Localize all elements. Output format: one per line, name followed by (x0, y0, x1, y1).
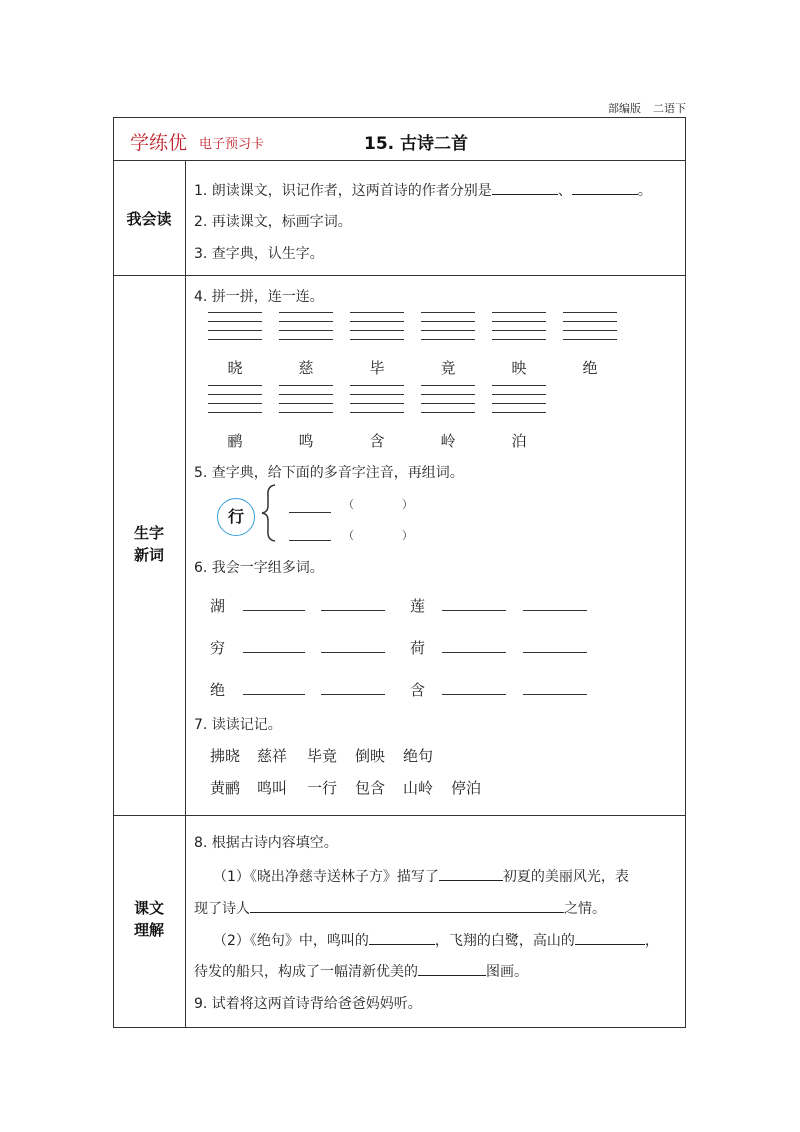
vocab-word: 绝句 (403, 747, 434, 765)
pinyin-blank[interactable] (289, 540, 331, 541)
answer-blank[interactable] (575, 930, 645, 945)
brand-subtitle: 电子预习卡 (199, 137, 265, 152)
q8-part2-line2 (194, 961, 528, 981)
paren-open: （ (343, 498, 354, 511)
answer-blank[interactable] (492, 180, 558, 195)
word-char: 荷 (410, 639, 426, 657)
vocab-word: 一行 (307, 779, 338, 797)
pinyin-grid[interactable] (208, 312, 262, 348)
word-char: 含 (410, 681, 426, 699)
answer-blank[interactable] (418, 961, 486, 976)
word-blank[interactable] (243, 652, 305, 653)
word-blank[interactable] (442, 610, 506, 611)
vocab-word: 黄鹂 (210, 779, 241, 797)
vocab-word: 拂晓 (210, 747, 241, 765)
row-divider-read (113, 275, 686, 276)
char-item[interactable]: 晓 (227, 359, 243, 377)
pinyin-grid[interactable] (350, 312, 404, 348)
edition-grade: 二语下 (653, 102, 686, 115)
text-span: 之情。 (564, 901, 606, 917)
polyphone-char: 行 (217, 498, 255, 536)
paren-close: ） (402, 498, 413, 511)
paren-close: ） (402, 529, 413, 542)
row-divider-header (113, 160, 686, 161)
pinyin-grid[interactable] (279, 312, 333, 348)
word-char: 莲 (410, 597, 426, 615)
word-blank[interactable] (442, 652, 506, 653)
pinyin-grid[interactable] (279, 385, 333, 421)
word-blank[interactable] (243, 694, 305, 695)
word-blank[interactable] (523, 652, 587, 653)
word-blank[interactable] (321, 652, 385, 653)
char-item[interactable]: 毕 (369, 359, 385, 377)
q1-separator: 、 (557, 183, 572, 199)
q1-end: 。 (637, 183, 652, 199)
word-blank[interactable] (523, 694, 587, 695)
q8-part2-line1 (213, 930, 659, 950)
answer-blank[interactable] (369, 930, 435, 945)
vocab-word: 山岭 (403, 779, 434, 797)
answer-blank[interactable] (439, 866, 503, 881)
word-blank[interactable] (243, 610, 305, 611)
edition-label (608, 100, 686, 116)
char-item[interactable]: 泊 (511, 432, 527, 450)
word-blank[interactable] (321, 694, 385, 695)
vocab-word: 停泊 (451, 779, 482, 797)
char-item[interactable]: 鹂 (227, 432, 243, 450)
pinyin-grid[interactable] (492, 312, 546, 348)
paren-open: （ (343, 529, 354, 542)
question-5: 5. 查字典，给下面的多音字注音，再组词。 (194, 465, 464, 481)
edition-name: 部编版 (608, 102, 641, 115)
question-7: 7. 读读记记。 (194, 717, 282, 733)
char-item[interactable]: 含 (369, 432, 385, 450)
pinyin-grid[interactable] (563, 312, 617, 348)
text-span: 待发的船只，构成了一幅清新优美的 (194, 964, 418, 980)
question-3: 3. 查字典，认生字。 (194, 246, 324, 262)
section-label-understand (113, 897, 185, 941)
word-blank[interactable] (523, 610, 587, 611)
q8-part1-line2 (194, 898, 606, 918)
answer-blank[interactable] (250, 898, 564, 913)
section-label-read: 我会读 (126, 210, 172, 228)
question-9: 9. 试着将这两首诗背给爸爸妈妈听。 (194, 996, 422, 1012)
text-span: ， (644, 933, 659, 949)
word-char: 穷 (210, 639, 226, 657)
label-line: 生字 (133, 524, 164, 542)
pinyin-grid[interactable] (208, 385, 262, 421)
pinyin-grid[interactable] (492, 385, 546, 421)
word-blank[interactable] (321, 610, 385, 611)
pinyin-blank[interactable] (289, 512, 331, 513)
section-label-newwords (113, 522, 185, 566)
answer-blank[interactable] (572, 180, 638, 195)
pinyin-grid[interactable] (421, 312, 475, 348)
char-item[interactable]: 慈 (298, 359, 314, 377)
vocab-word: 倒映 (355, 747, 386, 765)
column-divider (185, 160, 186, 1028)
vocab-word: 包含 (355, 779, 386, 797)
char-item[interactable]: 岭 (440, 432, 456, 450)
char-item[interactable]: 绝 (582, 359, 598, 377)
vocab-word: 鸣叫 (257, 779, 288, 797)
vocab-word: 慈祥 (257, 747, 288, 765)
lesson-title: 15. 古诗二首 (364, 134, 469, 154)
q1-text: 1. 朗读课文，识记作者，这两首诗的作者分别是 (194, 183, 492, 199)
char-item[interactable]: 竟 (440, 359, 456, 377)
row-divider-newwords (113, 815, 686, 816)
pinyin-grid[interactable] (350, 385, 404, 421)
question-2: 2. 再读课文，标画字词。 (194, 214, 352, 230)
text-span: 图画。 (486, 964, 528, 980)
brand-logo: 学练优 (130, 132, 188, 154)
pinyin-grid[interactable] (421, 385, 475, 421)
word-blank[interactable] (442, 694, 506, 695)
question-4: 4. 拼一拼，连一连。 (194, 289, 324, 305)
vocab-word: 毕竟 (307, 747, 338, 765)
text-span: 现了诗人 (194, 901, 250, 917)
text-span: 初夏的美丽风光，表 (502, 869, 629, 885)
label-line: 新词 (133, 546, 164, 564)
question-6: 6. 我会一字组多词。 (194, 560, 324, 576)
question-1 (194, 180, 652, 200)
q8-part1-line1 (213, 866, 629, 886)
text-span: （2）《绝句》中，鸣叫的 (213, 933, 369, 949)
char-item[interactable]: 鸣 (298, 432, 314, 450)
word-char: 湖 (210, 597, 226, 615)
char-item[interactable]: 映 (511, 359, 527, 377)
label-line: 课文 (133, 899, 164, 917)
text-span: （1）《晓出净慈寺送林子方》描写了 (213, 869, 439, 885)
brace-icon (260, 484, 278, 542)
text-span: ，飞翔的白鹭，高山的 (434, 933, 575, 949)
word-char: 绝 (210, 681, 226, 699)
label-line: 理解 (133, 921, 164, 939)
question-8: 8. 根据古诗内容填空。 (194, 835, 338, 851)
